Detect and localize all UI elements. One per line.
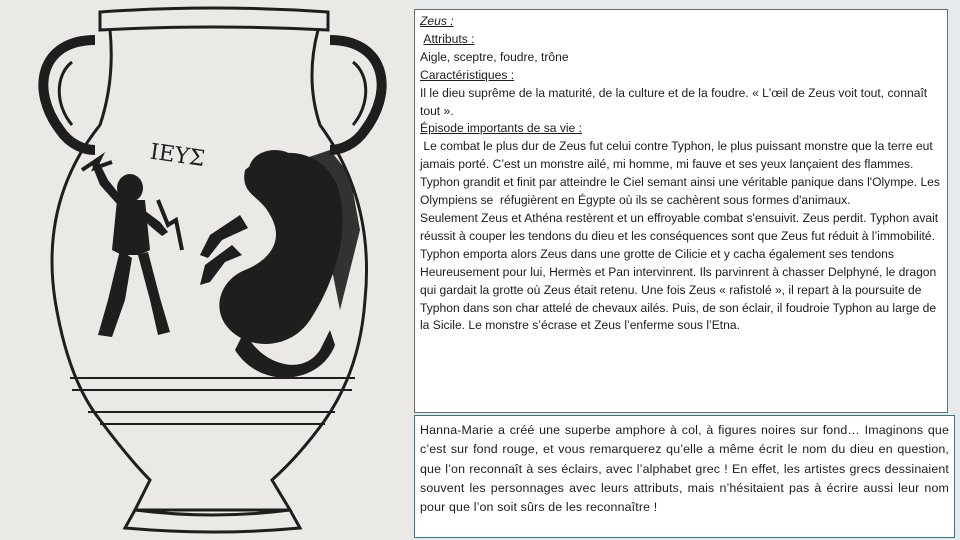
amphora-drawing — [0, 0, 415, 540]
characteristics-text: Il le dieu suprême de la maturité, de la culture et de la foudre. « L'œil de Zeus voit tout, connaît tout ». — [420, 85, 928, 118]
commentary-box — [414, 415, 955, 538]
episode-heading: Épisode importants de sa vie : — [420, 121, 583, 136]
characteristics-heading: Caractéristiques : — [420, 67, 515, 82]
episode-paragraph: Seulement Zeus et Athéna restèrent et un effroyable combat s'ensuivit. Zeus perdit. Typhon avait réussit à couper les tendons du dieu et les conséquences sont que Zeus fut réduit à l’immobilité. Typhon emporta alors Zeus dans une grotte de Cilicie et y cacha également ses tendons — [420, 210, 939, 261]
episode-paragraph: Typhon grandit et finit par atteindre le Ciel semant ainsi une véritable panique dans l'Olympe. Les Olympiens se réfugièrent en Égypte où ils se cachèrent sous formes d'animaux. — [420, 175, 944, 208]
zeus-info-box — [414, 9, 948, 413]
episode-paragraph: Heureusement pour lui, Hermès et Pan intervinrent. Ils parvinrent à chasser Delphyné, le dragon qui gardait la grotte où Zeus était retenu. Une fois Zeus « rafistolé », il repart à la poursuite de Typhon dans son char attelé de chevaux ailés. Puis, de son éclair, il foudroie Typhon au large de la Sicile. Le monstre s’écrase et Zeus l’enferme sous l’Etna. — [420, 264, 937, 333]
commentary-text: Hanna-Marie a créé une superbe amphore à col, à figures noires sur fond… Imaginons que c’est sur fond rouge, et vous remarquerez qu’elle a même écrit le nom du dieu en question, que l’on reconnaît à ses éclairs, avec l’alphabet grec ! En effet, les artistes grecs dessinaient souvent les personnages avec leurs attributs, mais n’hésitaient pas à écrire aussi leur nom pour que l’on soit sûrs de les reconnaître ! — [420, 423, 949, 515]
vase-rim — [100, 8, 328, 30]
vase-inscription: IEYΣ — [148, 139, 207, 173]
episode-paragraph: Le combat le plus dur de Zeus fut celui contre Typhon, le plus puissant monstre que la terre eut jamais porté. C’est un monstre ailé, mi homme, mi fauve et ses yeux lançaient des flammes. — [420, 139, 937, 172]
title: Zeus : — [420, 14, 454, 28]
attributes-heading: Attributs : — [423, 31, 475, 46]
attributes-text: Aigle, sceptre, foudre, trône — [420, 49, 569, 64]
amphora-drawing-photo — [0, 0, 415, 540]
